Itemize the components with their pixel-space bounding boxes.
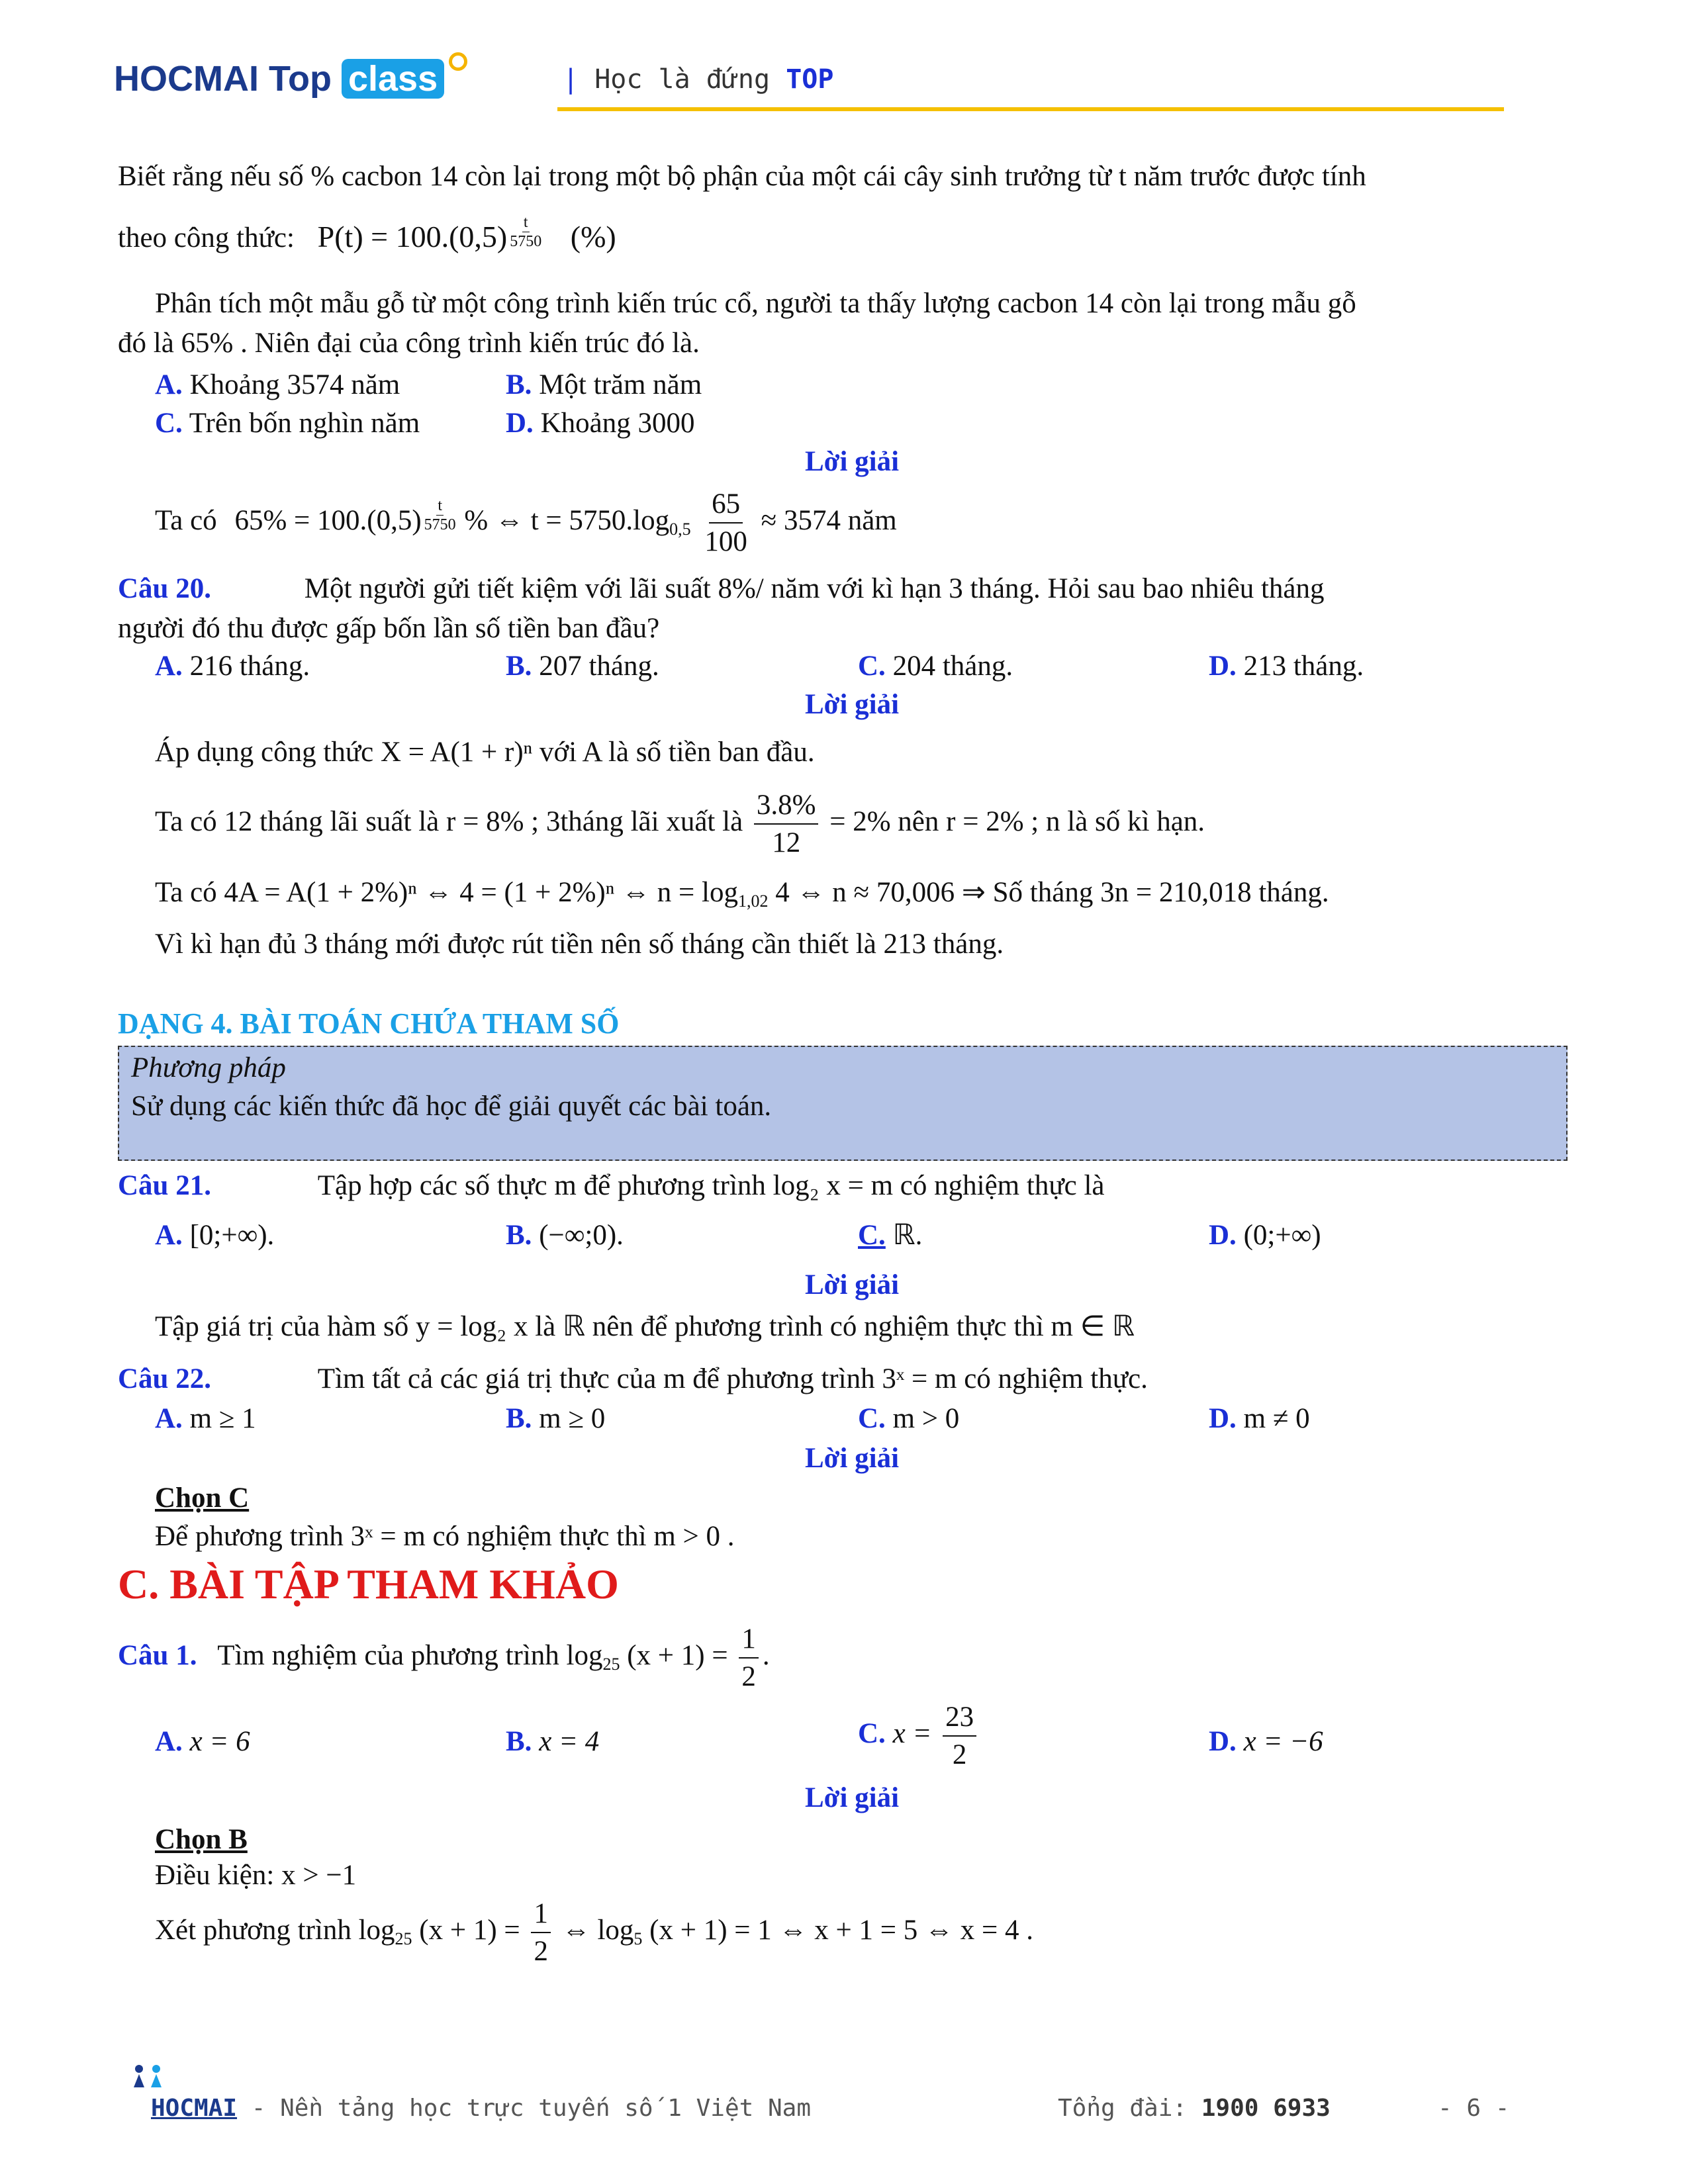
- header: [0, 0, 1688, 119]
- logo: [114, 61, 473, 97]
- q20-sol-1: Áp dụng công thức X = A(1 + r)ⁿ với A là số tiền ban đầu.: [155, 737, 815, 768]
- section-c-title: C. BÀI TẬP THAM KHẢO: [118, 1561, 619, 1608]
- q20-sol-4: Vì kì hạn đủ 3 tháng mới được rút tiền nên số tháng cần thiết là 213 tháng.: [155, 929, 1004, 960]
- q20-line2: người đó thu được gấp bốn lần số tiền ban đầu?: [118, 613, 660, 644]
- q20-option-b: B. 207 tháng.: [506, 651, 659, 682]
- q22-option-d: D. m ≠ 0: [1209, 1403, 1310, 1434]
- footer-logo-icon: [130, 2064, 167, 2090]
- q21-option-d: D. (0;+∞): [1209, 1220, 1321, 1251]
- q19-option-b: B. Một trăm năm: [506, 369, 702, 400]
- c1-option-a: A. x = 6: [155, 1726, 250, 1757]
- q21-option-c: C. ℝ.: [858, 1220, 923, 1251]
- q22-option-c: C. m > 0: [858, 1403, 960, 1434]
- q22-option-b: B. m ≥ 0: [506, 1403, 606, 1434]
- q20-option-a: A. 216 tháng.: [155, 651, 310, 682]
- q21-solution: Tập giá trị của hàm số y = log₂ x là ℝ nên để phương trình có nghiệm thực thì m ∈ ℝ: [155, 1311, 1135, 1342]
- c1-choose: Chọn B: [155, 1824, 248, 1855]
- people-icon: [130, 2064, 167, 2090]
- c1-option-c: C. x = $\frac{23}{2}$: [858, 1703, 980, 1769]
- q19-option-a: A. Khoảng 3574 năm: [155, 369, 400, 400]
- logo-top: Top: [269, 59, 332, 99]
- logo-hocmai: HOCMAI: [114, 59, 259, 99]
- q20-option-d: D. 213 tháng.: [1209, 651, 1364, 682]
- c1-question: Câu 1. Tìm nghiệm của phương trình $\log_{25} (x + 1)$ = $\frac{1}{2}$ .: [118, 1623, 770, 1692]
- q19-option-c: C. Trên bốn nghìn năm: [155, 408, 420, 439]
- c1-condition: Điều kiện: x > −1: [155, 1860, 357, 1891]
- dang4-title: DẠNG 4. BÀI TOÁN CHỨA THAM SỐ: [118, 1007, 620, 1040]
- q22-solution: Để phương trình 3ˣ = m có nghiệm thực thì m > 0 .: [155, 1521, 735, 1552]
- footer-brand-link[interactable]: HOCMAI: [151, 2095, 238, 2122]
- slogan: | Học là đứng TOP: [563, 64, 834, 95]
- p1-line3: Phân tích một mẫu gỗ từ một công trình kiến trúc cổ, người ta thấy lượng cacbon 14 còn lại trong mẫu gỗ: [155, 288, 1356, 319]
- q21-option-a: A. [0;+∞).: [155, 1220, 275, 1251]
- p1-line2: theo công thức: P(t) = 100.(0,5) $\frac{t}{5750}$ (%): [118, 213, 616, 253]
- q20-sol-2: Ta có 12 tháng lãi suất là r = 8% ; 3tháng lãi xuất là $\frac{3.8\%}{12}$ = 2% nên r = 2% ; n là số kì hạn.: [155, 790, 1205, 858]
- p1-line4: đó là 65% . Niên đại của công trình kiến trúc đó là.: [118, 328, 700, 359]
- page-number: - 6 -: [1438, 2095, 1510, 2122]
- c1-solution: Xét phương trình $\log_{25} (x + 1)$ = $\frac{1}{2}$ ⇔ $\log_5 (x + 1) = 1$ ⇔ x + 1 = 5 ⇔ x = 4 .: [155, 1898, 1034, 1967]
- c1-solution-title: Lời giải: [805, 1782, 900, 1813]
- footer-hotline: Tổng đài: 1900 6933: [1058, 2095, 1331, 2122]
- q21-solution-title: Lời giải: [805, 1269, 900, 1300]
- q21-question: Câu 21. Tập hợp các số thực m để phương trình log₂ x = m có nghiệm thực là: [118, 1170, 1105, 1201]
- q22-solution-title: Lời giải: [805, 1443, 900, 1474]
- logo-sun-icon: [449, 52, 467, 71]
- p1-line1: Biết rằng nếu số % cacbon 14 còn lại trong một bộ phận của một cái cây sinh trưởng từ t năm trước được tính: [118, 161, 1366, 192]
- q20-line1: Câu 20. Một người gửi tiết kiệm với lãi suất 8%/ năm với kì hạn 3 tháng. Hỏi sau bao nhiêu tháng: [118, 573, 1325, 604]
- q22-choose: Chọn C: [155, 1482, 250, 1514]
- q19-solution: Ta có 65% = 100.(0,5) $\frac{t}{5750}$ % ⇔ $t = 5750.\log_{0,5}$ $\frac{65}{100}$ ≈ 3574 năm: [155, 488, 897, 557]
- q22-question: Câu 22. Tìm tất cả các giá trị thực của m để phương trình 3ˣ = m có nghiệm thực.: [118, 1363, 1148, 1394]
- method-box-text: Sử dụng các kiến thức đã học để giải quyết các bài toán.: [131, 1091, 772, 1122]
- header-rule: [557, 107, 1504, 111]
- method-box-title: Phương pháp: [131, 1052, 286, 1083]
- q19-solution-title: Lời giải: [805, 446, 900, 477]
- logo-class: class: [342, 59, 444, 99]
- footer: HOCMAI - Nền tảng học trực tuyến số 1 Việt Nam: [151, 2095, 811, 2122]
- q20-option-c: C. 204 tháng.: [858, 651, 1013, 682]
- c1-option-d: D. x = −6: [1209, 1726, 1323, 1757]
- q20-sol-3: Ta có 4A = A(1 + 2%)ⁿ ⇔ 4 = (1 + 2%)ⁿ ⇔ $n = \log_{1,02} 4$ ⇔ n ≈ 70,006 ⇒ Số tháng 3n = 210,018 tháng.: [155, 877, 1329, 911]
- q20-solution-title: Lời giải: [805, 689, 900, 720]
- q22-option-a: A. m ≥ 1: [155, 1403, 256, 1434]
- q19-option-d: D. Khoảng 3000: [506, 408, 695, 439]
- p1-formula: P(t) = 100.(0,5) $\frac{t}{5750}$ (%): [317, 213, 616, 253]
- c1-option-b: B. x = 4: [506, 1726, 600, 1757]
- q21-option-b: B. (−∞;0).: [506, 1220, 624, 1251]
